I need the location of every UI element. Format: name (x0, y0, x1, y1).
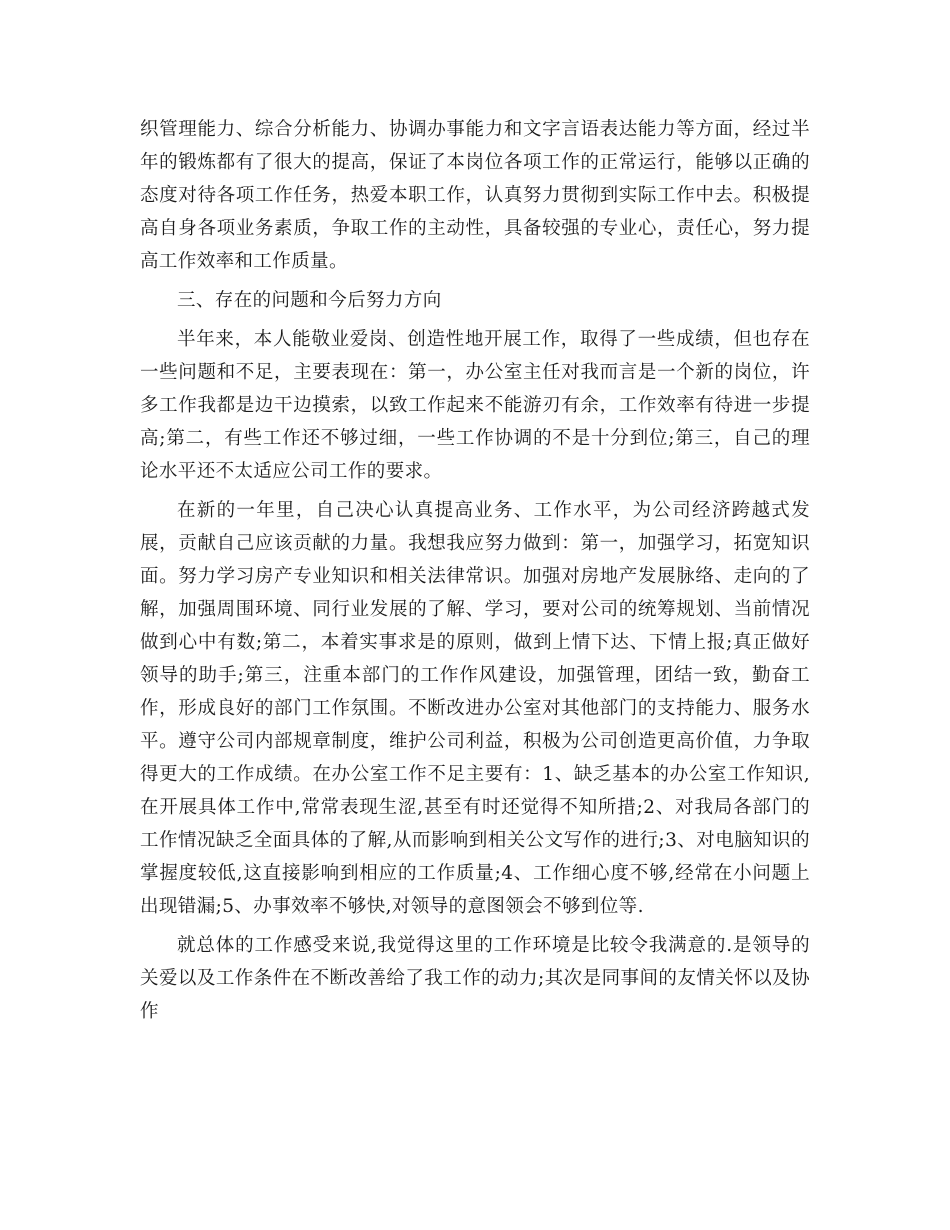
document-page (140, 113, 810, 1034)
paragraph-plans: 在新的一年里，自己决心认真提高业务、工作水平，为公司经济跨越式发展，贡献自己应该贡献的力量。我想我应努力做到：第一，加强学习，拓宽知识面。努力学习房产专业知识和相关法律常识。加强对房地产发展脉络、走向的了解，加强周围环境、同行业发展的了解、学习，要对公司的统筹规划、当前情况做到心中有数;第二，本着实事求是的原则，做到上情下达、下情上报;真正做好领导的助手;第三，注重本部门的工作作风建设，加强管理，团结一致，勤奋工作，形成良好的部门工作氛围。不断改进办公室对其他部门的支持能力、服务水平。遵守公司内部规章制度，维护公司利益，积极为公司创造更高价值，力争取得更大的工作成绩。在办公室工作不足主要有：1、缺乏基本的办公室工作知识,在开展具体工作中,常常表现生涩,甚至有时还觉得不知所措;2、对我局各部门的工作情况缺乏全面具体的了解,从而影响到相关公文写作的进行;3、对电脑知识的掌握度较低,这直接影响到相应的工作质量;4、工作细心度不够,经常在小问题上出现错漏;5、办事效率不够快,对领导的意图领会不够到位等. (140, 500, 810, 917)
section-heading: 三、存在的问题和今后努力方向 (177, 290, 442, 311)
paragraph-continuation: 织管理能力、综合分析能力、协调办事能力和文字言语表达能力等方面，经过半年的锻炼都有了很大的提高，保证了本岗位各项工作的正常运行，能够以正确的态度对待各项工作任务，热爱本职工作，认真努力贯彻到实际工作中去。积极提高自身各项业务素质，争取工作的主动性，具备较强的专业心，责任心，努力提高工作效率和工作质量。 (140, 119, 810, 272)
paragraph-summary: 就总体的工作感受来说,我觉得这里的工作环境是比较令我满意的.是领导的关爱以及工作条件在不断改善给了我工作的动力;其次是同事间的友情关怀以及协作 (140, 935, 810, 1022)
paragraph-problems: 半年来，本人能敬业爱岗、创造性地开展工作，取得了一些成绩，但也存在一些问题和不足，主要表现在：第一，办公室主任对我而言是一个新的岗位，许多工作我都是边干边摸索，以致工作起来不能游刃有余，工作效率有待进一步提高;第二，有些工作还不够过细，一些工作协调的不是十分到位;第三，自己的理论水平还不太适应公司工作的要求。 (140, 329, 810, 482)
